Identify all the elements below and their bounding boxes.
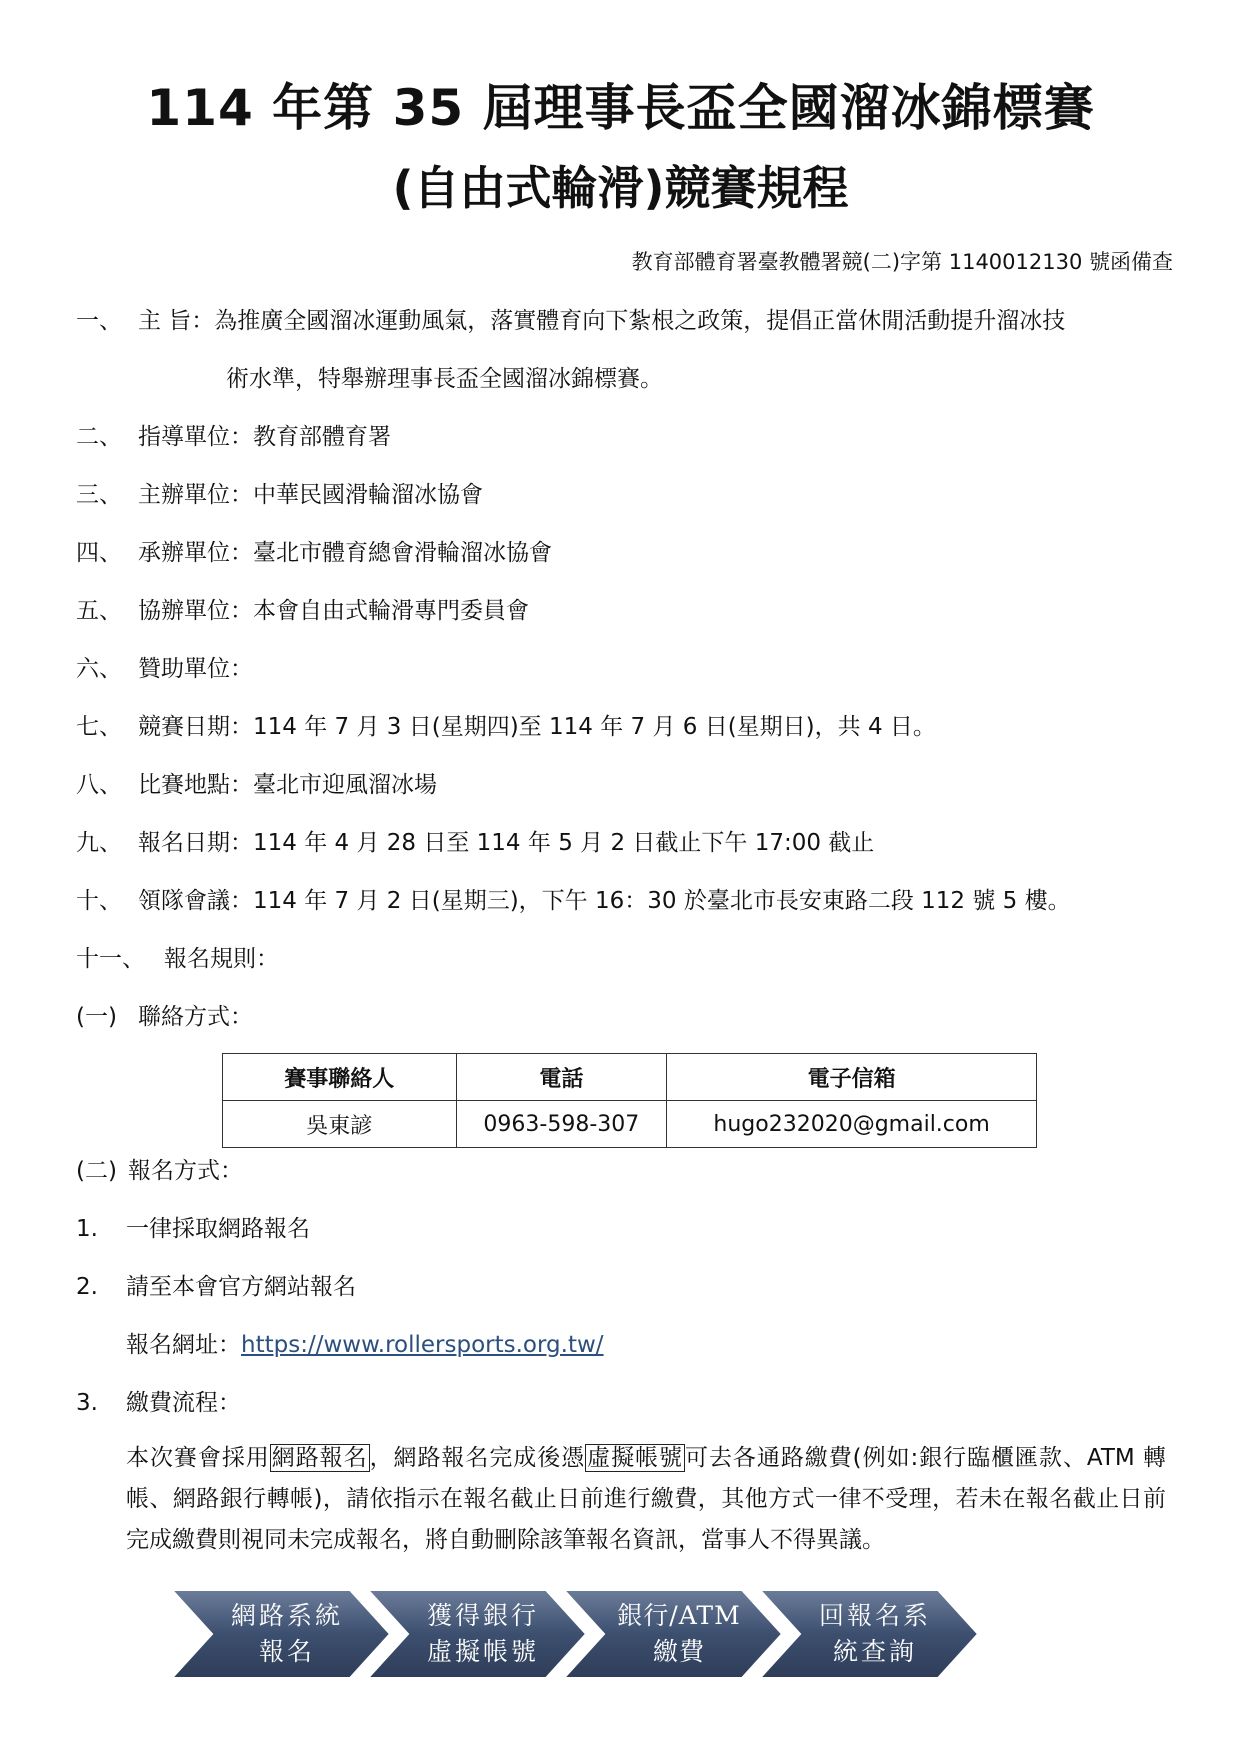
registration-url-line: 報名網址：https://www.rollersports.org.tw/ xyxy=(126,1332,604,1358)
flow-step-1: 網路系統 報名 xyxy=(230,1601,343,1666)
table-row xyxy=(223,1101,1037,1148)
item-7: 七、 競賽日期：114 年 7 月 3 日(星期四)至 114 年 7 月 6 日(星期日)，共 4 日。 xyxy=(76,714,936,740)
flow-step-2: 獲得銀行 虛擬帳號 xyxy=(426,1601,539,1666)
item-9: 九、 報名日期：114 年 4 月 28 日至 114 年 5 月 2 日截止下午 17:00 截止 xyxy=(76,830,875,856)
flow-step-4: 回報名系 統查詢 xyxy=(818,1601,931,1666)
registration-step-3: 3. 繳費流程： xyxy=(76,1390,241,1416)
contact-table-header xyxy=(223,1054,1037,1101)
registration-url-link[interactable]: https://www.rollersports.org.tw/ xyxy=(241,1332,604,1358)
boxed-online-registration: 網路報名 xyxy=(271,1445,368,1471)
item-2: 二、 指導單位：教育部體育署 xyxy=(76,424,391,450)
contact-table xyxy=(222,1053,1037,1148)
document-number: 教育部體育署臺教體署競(二)字第 1140012130 號函備查 xyxy=(631,250,1173,274)
flow-step-3: 銀行/ATM 繳費 xyxy=(617,1601,741,1666)
registration-heading: (二) 報名方式： xyxy=(76,1158,243,1184)
registration-step-1: 1. 一律採取網路報名 xyxy=(76,1216,310,1242)
item-11: 十一、 報名規則： xyxy=(76,946,279,972)
contact-phone: 0963-598-307 xyxy=(456,1101,667,1148)
item-3: 三、 主辦單位：中華民國滑輪溜冰協會 xyxy=(76,482,483,508)
registration-step-2: 2. 請至本會官方網站報名 xyxy=(76,1274,356,1300)
title-line-2: (自由式輪滑)競賽規程 xyxy=(392,161,849,215)
title-line-1: 114 年第 35 屆理事長盃全國溜冰錦標賽 xyxy=(146,79,1095,137)
contact-person: 吳東諺 xyxy=(223,1101,457,1148)
item-4: 四、 承辦單位：臺北市體育總會滑輪溜冰協會 xyxy=(76,540,552,566)
contact-heading: (一) 聯絡方式： xyxy=(76,1004,253,1030)
item-5: 五、 協辦單位：本會自由式輪滑專門委員會 xyxy=(76,598,529,624)
item-6: 六、 贊助單位： xyxy=(76,656,253,682)
contact-email[interactable]: hugo232020@gmail.com xyxy=(667,1101,1037,1148)
item-1: 一、 主 旨：為推廣全國溜冰運動風氣，落實體育向下紮根之政策，提倡正當休閒活動提升溜冰技 xyxy=(76,308,1066,334)
item-1-continuation: 術水準，特舉辦理事長盃全國溜冰錦標賽。 xyxy=(226,366,663,392)
boxed-virtual-account: 虛擬帳號 xyxy=(587,1445,683,1471)
payment-paragraph: 本次賽會採用網路報名，網路報名完成後憑虛擬帳號可去各通路繳費(例如:銀行臨櫃匯款、ATM 轉帳、網路銀行轉帳)，請依指示在報名截止日前進行繳費，其他方式一律不受理，若未在報名截止日前完成繳費則視同未完成報名，將自動刪除該筆報名資訊，當事人不得異議。 xyxy=(126,1445,1167,1553)
item-8: 八、 比賽地點：臺北市迎風溜冰場 xyxy=(76,772,437,798)
item-10: 十、 領隊會議：114 年 7 月 2 日(星期三)，下午 16：30 於臺北市長安東路二段 112 號 5 樓。 xyxy=(76,888,1071,914)
header-phone: 電話 xyxy=(456,1054,667,1101)
header-contact-person: 賽事聯絡人 xyxy=(223,1054,457,1101)
header-email: 電子信箱 xyxy=(667,1054,1037,1101)
